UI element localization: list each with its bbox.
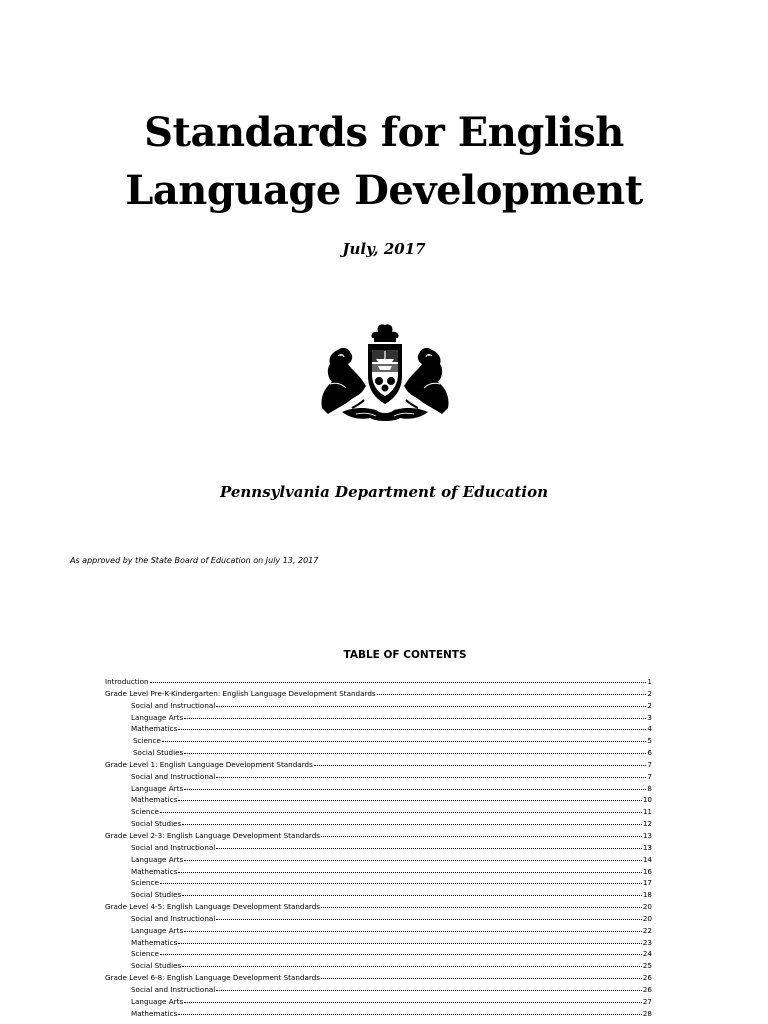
toc-entry-label: Science [131,807,159,817]
toc-dot-leader [182,895,642,896]
toc-entry[interactable] [105,794,652,806]
toc-entry[interactable] [105,1008,652,1020]
toc-entry[interactable] [105,889,652,901]
toc-entry[interactable] [105,913,652,925]
toc-entry-page: 8 [647,783,652,793]
toc-entry-page: 17 [642,878,652,888]
toc-entry[interactable] [105,747,652,759]
toc-dot-leader [216,848,642,849]
toc-entry-label: Mathematics [131,866,178,876]
toc-entry-label: Social Studies [131,961,182,971]
toc-entry-page: 4 [647,724,652,734]
toc-entry-page: 3 [647,712,652,722]
document-date: July, 2017 [342,240,426,258]
toc-dot-leader [184,860,642,861]
toc-dot-leader [216,706,646,707]
toc-entry[interactable] [105,735,652,747]
toc-entry-page: 20 [642,902,652,912]
toc-dot-leader [184,753,646,754]
toc-dot-leader [321,907,642,908]
toc-dot-leader [314,765,647,766]
toc-entry-label: Introduction [105,677,149,686]
toc-entry-page: 22 [642,925,652,935]
toc-entry-label: Science [131,878,159,888]
toc-entry-page: 7 [647,759,652,769]
department-name: Pennsylvania Department of Education [219,483,549,501]
toc-entry-label: Science [131,949,159,959]
pennsylvania-coat-of-arms-icon [312,322,458,424]
toc-dot-leader [160,812,642,813]
toc-dot-leader [178,729,646,730]
toc-entry-page: 12 [642,819,652,829]
toc-dot-leader [178,800,642,801]
toc-entry-page: 11 [642,807,652,817]
toc-dot-leader [377,694,647,695]
toc-entry[interactable] [105,937,652,949]
toc-entry-label: Grade Level 4-5: English Language Development Standards [105,902,321,912]
toc-entry-page: 18 [642,890,652,900]
toc-entry[interactable] [105,972,652,984]
toc-entry-label: Mathematics [131,937,178,947]
toc-dot-leader [162,741,647,742]
toc-entry[interactable] [105,925,652,937]
toc-entry-label: Social and Instructional [131,913,216,923]
toc-entry-page: 5 [647,736,652,746]
toc-entry[interactable] [105,759,652,771]
title-line-1: Standards for English [144,109,624,156]
toc-entry[interactable] [105,996,652,1008]
toc-entry-page: 24 [642,949,652,959]
toc-entry[interactable] [105,984,652,996]
toc-dot-leader [216,990,642,991]
toc-dot-leader [184,931,642,932]
toc-entry-label: Social and Instructional [131,984,216,994]
toc-entry-label: Grade Level 2-3: English Language Development Standards [105,830,321,840]
toc-entry-label: Social and Instructional [131,842,216,852]
toc-entry[interactable] [105,712,652,724]
toc-entry[interactable] [105,806,652,818]
toc-entry[interactable] [105,700,652,712]
toc-entry-page: 7 [647,771,652,781]
toc-entry-page: 14 [642,854,652,864]
toc-entry[interactable] [105,854,652,866]
toc-entry-label: Mathematics [131,795,178,805]
toc-entry-page: 2 [647,688,652,698]
toc-dot-leader [184,1002,642,1003]
toc-entry-page: 16 [642,866,652,876]
document-title [0,104,768,220]
toc-entry-page: 1 [647,677,652,686]
toc-dot-leader [178,1014,642,1015]
toc-entry[interactable] [105,830,652,842]
table-of-contents [105,676,652,1019]
toc-entry-page: 28 [642,1008,652,1018]
toc-entry-label: Language Arts [131,925,184,935]
toc-entry-label: Language Arts [131,712,184,722]
toc-entry-label: Grade Level 6-8: English Language Development Standards [105,973,321,983]
toc-entry[interactable] [105,771,652,783]
toc-entry[interactable] [105,842,652,854]
toc-entry[interactable] [105,818,652,830]
toc-dot-leader [178,943,642,944]
toc-entry-page: 6 [647,748,652,758]
toc-entry-label: Grade Level 1: English Language Development Standards [105,759,313,769]
toc-dot-leader [321,978,642,979]
toc-entry-page: 25 [642,961,652,971]
toc-entry[interactable] [105,877,652,889]
toc-dot-leader [178,872,642,873]
toc-entry-page: 23 [642,937,652,947]
toc-heading: TABLE OF CONTENTS [343,649,467,661]
toc-dot-leader [150,682,647,683]
toc-entry-page: 10 [642,795,652,805]
toc-entry[interactable] [105,688,652,700]
toc-entry-label: Language Arts [131,783,184,793]
toc-entry-page: 13 [642,842,652,852]
toc-entry-page: 13 [642,830,652,840]
toc-entry[interactable] [105,960,652,972]
toc-entry-page: 26 [642,984,652,994]
toc-dot-leader [182,966,642,967]
toc-entry-label: Language Arts [131,996,184,1006]
toc-entry[interactable] [105,723,652,735]
toc-entry-page: 27 [642,996,652,1006]
toc-entry-label: Social Studies [131,819,182,829]
toc-entry-label: Science [133,736,161,746]
toc-entry-label: Social and Instructional [131,771,216,781]
toc-dot-leader [184,789,646,790]
toc-dot-leader [160,954,642,955]
toc-dot-leader [216,777,646,778]
toc-entry-label: Language Arts [131,854,184,864]
toc-dot-leader [182,824,642,825]
toc-entry-page: 20 [642,913,652,923]
toc-entry[interactable] [105,676,652,688]
toc-entry-label: Social Studies [131,890,182,900]
toc-entry[interactable] [105,783,652,795]
title-line-2: Language Development [125,167,643,214]
toc-entry-label: Social Studies [133,748,184,758]
toc-dot-leader [321,836,642,837]
toc-entry-label: Mathematics [131,1008,178,1018]
approval-note: As approved by the State Board of Education on July 13, 2017 [70,556,319,565]
toc-entry[interactable] [105,866,652,878]
toc-entry[interactable] [105,948,652,960]
toc-entry-label: Grade Level Pre-K-Kindergarten: English Language Development Standards [105,688,376,698]
toc-dot-leader [184,718,646,719]
toc-dot-leader [160,883,642,884]
toc-entry-label: Mathematics [131,724,178,734]
toc-entry-page: 2 [647,700,652,710]
toc-entry[interactable] [105,901,652,913]
toc-dot-leader [216,919,642,920]
toc-entry-label: Social and Instructional [131,700,216,710]
toc-entry-page: 26 [642,973,652,983]
